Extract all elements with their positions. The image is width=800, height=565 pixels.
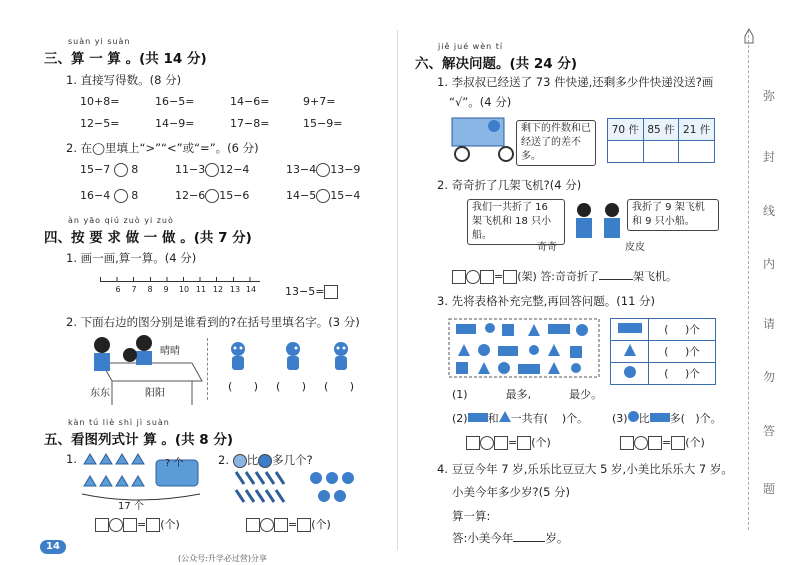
robot-back-icon: [330, 340, 352, 374]
sec6-q1: 1. 李叔叔已经送了 73 件快递,还剩多少件快递没送?画: [437, 75, 714, 89]
answer-box[interactable]: [480, 270, 494, 284]
check-cell[interactable]: [679, 141, 715, 163]
sec5-q1-num: 1.: [66, 452, 77, 466]
bag-label: ? 个: [165, 458, 184, 469]
sec5-q2: 2. 比 多几个?: [218, 453, 313, 467]
rectangle-icon: [650, 413, 670, 422]
kids-folding-illustration: [572, 200, 626, 246]
answer-box[interactable]: [648, 436, 662, 450]
tick-label: 13: [229, 285, 241, 294]
calc-7: 17−8=: [230, 117, 270, 130]
answer-box[interactable]: [671, 436, 685, 450]
triangle-icon: [624, 344, 636, 356]
kid-qiqi: 奇奇: [537, 242, 557, 253]
triangle-icon: [499, 411, 511, 422]
blank[interactable]: [468, 386, 506, 398]
sec6-q3a: (1) 最多, 最少。: [452, 388, 603, 401]
sec6-q4-answer: 答:小美今年 岁。: [452, 531, 569, 545]
tick-label: 14: [245, 285, 257, 294]
calc-6: 14−9=: [155, 117, 195, 130]
answer-box[interactable]: [503, 270, 517, 284]
sec6-q3c: (3) 比 多( )个。: [612, 412, 722, 425]
answer-box[interactable]: [146, 518, 160, 532]
shapes-illustration: [448, 318, 600, 378]
shape-count-table: [610, 318, 716, 385]
answer-box[interactable]: [517, 436, 531, 450]
name-yangyang: 阳阳: [145, 388, 165, 399]
count-cell[interactable]: ( )个: [649, 363, 716, 385]
sec6-q2: 2. 奇奇折了几架飞机?(4 分): [437, 178, 582, 192]
sec6-q4b: 小美今年多少岁?(5 分): [452, 485, 571, 499]
option-21[interactable]: 21 件: [679, 119, 715, 141]
kid-pipi: 皮皮: [625, 242, 645, 253]
sec6-q1b: “√”。(4 分): [449, 95, 512, 109]
calc-2: 16−5=: [155, 95, 195, 108]
sec4-pinyin: àn yāo qiú zuò yi zuò: [68, 216, 174, 225]
ball-icon: [258, 454, 272, 468]
sec6-q4c: 算一算:: [452, 509, 491, 523]
operator-circle[interactable]: [109, 518, 123, 532]
tick-label: 8: [147, 285, 153, 294]
name-qingqing: 晴晴: [160, 346, 180, 357]
option-70[interactable]: 70 件: [608, 119, 644, 141]
margin-char: 内: [763, 257, 776, 271]
sec5-eq2: = (个): [246, 516, 331, 532]
answer-box[interactable]: [274, 518, 288, 532]
sec6-q3-eq2: = (个): [620, 434, 705, 450]
sec6-q3b: (2) 和 一共有( )个。: [452, 412, 589, 425]
speech-bubble: 剩下的件数和已经送了的差不多。: [516, 120, 596, 166]
margin-char: 封: [763, 150, 776, 164]
calc-4: 9+7=: [303, 95, 336, 108]
cmp-row-1b: 11−3 12−4: [175, 163, 250, 176]
delivery-tricycle-illustration: [448, 112, 520, 164]
sec3-title: 三、算 一 算 。(共 14 分): [44, 51, 207, 67]
margin-char: 勿: [763, 370, 776, 384]
operator-circle[interactable]: [466, 270, 480, 284]
circle-icon: [628, 411, 639, 422]
cmp-row-2: 16−4 8: [80, 189, 139, 202]
rectangle-icon: [618, 323, 642, 333]
calc-3: 14−6=: [230, 95, 270, 108]
footer-note: (公众号:升学必过营)分享: [178, 554, 267, 563]
kids-at-table-illustration: [82, 333, 207, 413]
answer-box[interactable]: [324, 285, 338, 299]
robot-front-icon: [228, 340, 248, 374]
sec4-title: 四、按 要 求 做 一 做 。(共 7 分): [44, 230, 252, 246]
margin-char: 请: [763, 317, 776, 331]
rectangle-icon: [468, 413, 488, 422]
tick-label: 12: [212, 285, 224, 294]
answer-box[interactable]: [466, 436, 480, 450]
tick-label: 6: [115, 285, 121, 294]
tick-label: 10: [178, 285, 190, 294]
count-cell[interactable]: ( )个: [649, 319, 716, 341]
tick-label: 7: [131, 285, 137, 294]
speech-bubble: 我折了 9 架飞机和 9 只小船。: [627, 199, 719, 231]
answer-box[interactable]: [297, 518, 311, 532]
check-cell[interactable]: [643, 141, 679, 163]
total-label: 17 个: [118, 501, 144, 512]
ball-icon: [233, 454, 247, 468]
compare-circle[interactable]: [316, 189, 330, 203]
cmp-row-1: 15−7 8: [80, 163, 139, 176]
seal-line: [748, 30, 749, 530]
compare-circle[interactable]: [114, 163, 128, 177]
answer-line[interactable]: [513, 541, 545, 542]
compare-circle[interactable]: [205, 163, 219, 177]
cmp-row-2c: 14−5 15−4: [286, 189, 361, 202]
pencils-and-balls-illustration: [232, 470, 362, 506]
sec3-q2: 2. 在◯里填上“>”“<”或“=”。(6 分): [66, 141, 259, 155]
calc-8: 15−9=: [303, 117, 343, 130]
robot-paren-1[interactable]: ( ): [228, 380, 259, 393]
compare-circle[interactable]: [114, 189, 128, 203]
answer-box[interactable]: [494, 436, 508, 450]
answer-box[interactable]: [620, 436, 634, 450]
sec5-title: 五、看图列式计 算 。(共 8 分): [44, 432, 234, 448]
operator-circle[interactable]: [480, 436, 494, 450]
sec3-q1: 1. 直接写得数。(8 分): [66, 73, 182, 87]
circle-icon: [624, 366, 636, 378]
page-number: 14: [40, 540, 66, 554]
speech-bubble: 我们一共折了 16 架飞机和 18 只小船。: [467, 199, 565, 245]
robot-paren-3[interactable]: ( ): [324, 380, 355, 393]
answer-box[interactable]: [95, 518, 109, 532]
sec4-q2: 2. 下面右边的图分别是谁看到的?在括号里填名字。(3 分): [66, 315, 360, 329]
check-cell[interactable]: [608, 141, 644, 163]
margin-char: 线: [763, 204, 776, 218]
compare-circle[interactable]: [205, 189, 219, 203]
tick-label: 11: [195, 285, 207, 294]
sec3-pinyin: suàn yi suàn: [68, 37, 131, 46]
margin-char: 答: [763, 424, 776, 438]
name-dongdong: 东东: [90, 388, 110, 399]
robot-paren-2[interactable]: ( ): [276, 380, 307, 393]
operator-circle[interactable]: [634, 436, 648, 450]
compare-circle[interactable]: [316, 163, 330, 177]
operator-circle[interactable]: [260, 518, 274, 532]
answer-box[interactable]: [246, 518, 260, 532]
option-85[interactable]: 85 件: [643, 119, 679, 141]
sec6-title: 六、解决问题。(共 24 分): [415, 56, 578, 72]
robot-side-icon: [283, 340, 303, 374]
sec6-pinyin: jiě jué wèn tí: [438, 42, 504, 51]
sec6-q3: 3. 先将表格补充完整,再回答问题。(11 分): [437, 294, 656, 308]
divider: [207, 338, 208, 400]
sec4-q1: 1. 画一画,算一算。(4 分): [66, 251, 197, 265]
sec5-pinyin: kàn tú liè shì jì suàn: [68, 418, 170, 427]
calc-1: 10+8=: [80, 95, 120, 108]
page-gutter: [397, 30, 398, 550]
cmp-row-2b: 12−6 15−6: [175, 189, 250, 202]
answer-box[interactable]: [123, 518, 137, 532]
margin-char: 弥: [763, 89, 776, 103]
answer-box[interactable]: [452, 270, 466, 284]
sec6-q4: 4. 豆豆今年 7 岁,乐乐比豆豆大 5 岁,小美比乐乐大 7 岁。: [437, 462, 733, 476]
sec6-q2-eq: = (架) 答:奇奇折了 架飞机。: [452, 268, 677, 284]
rocket-icon: [743, 28, 755, 46]
cmp-row-1c: 13−4 13−9: [286, 163, 361, 176]
answer-line[interactable]: [599, 279, 633, 280]
number-line: [100, 275, 260, 299]
sec5-eq1: = (个): [95, 516, 180, 532]
tick-label: 9: [163, 285, 169, 294]
options-table: [607, 118, 715, 163]
sec6-q3-eq1: = (个): [466, 434, 551, 450]
sec4-eq: 13−5=: [285, 285, 338, 299]
margin-char: 题: [763, 482, 776, 496]
calc-5: 12−5=: [80, 117, 120, 130]
count-cell[interactable]: ( )个: [649, 341, 716, 363]
